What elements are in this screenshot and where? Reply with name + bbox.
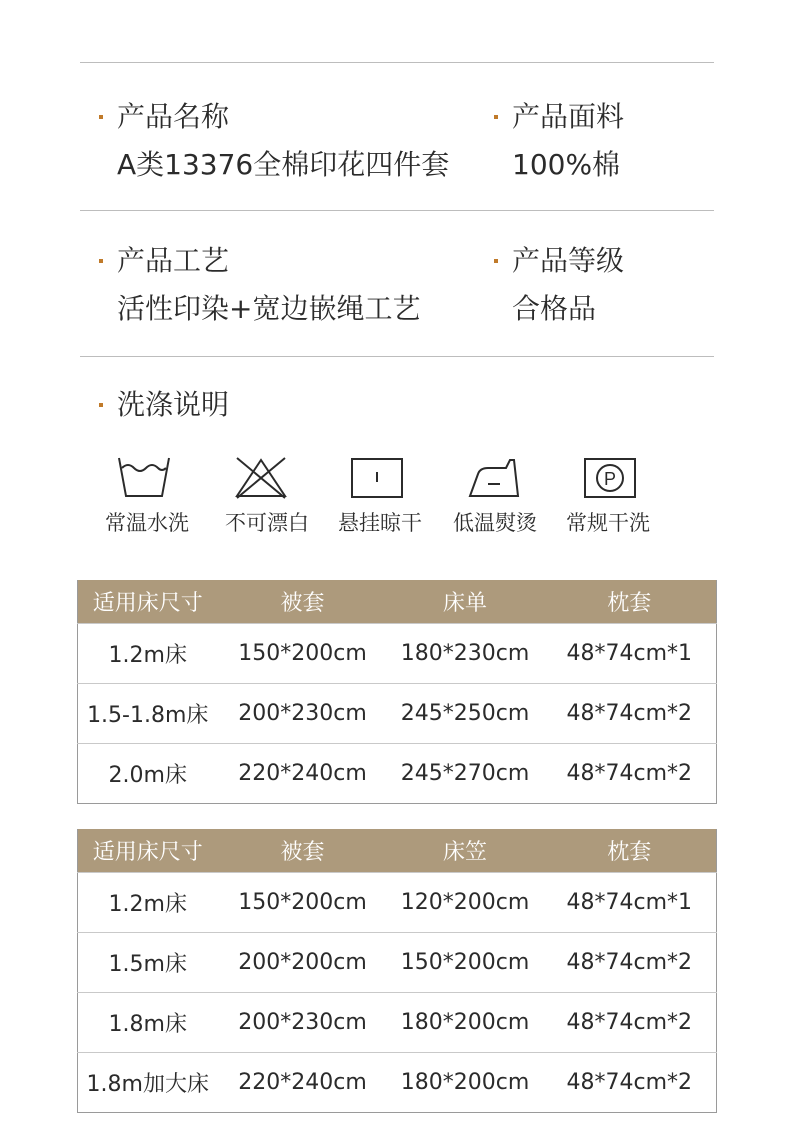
header-pillowcase: 枕套 bbox=[543, 829, 717, 873]
table-row bbox=[78, 684, 717, 744]
divider-1 bbox=[80, 210, 714, 211]
spec-value-craft: 活性印染+宽边嵌绳工艺 bbox=[117, 292, 421, 325]
bullet-icon bbox=[494, 259, 498, 263]
size-table-sheet bbox=[77, 580, 717, 804]
header-bed-size: 适用床尺寸 bbox=[78, 829, 218, 873]
table-row bbox=[78, 744, 717, 804]
cell: 245*270cm bbox=[388, 744, 543, 804]
header-fitted-sheet: 床笠 bbox=[388, 829, 543, 873]
table-row bbox=[78, 624, 717, 684]
spec-value-fabric: 100%棉 bbox=[512, 148, 621, 181]
cell: 150*200cm bbox=[388, 933, 543, 993]
cell: 1.8m床 bbox=[78, 993, 218, 1053]
cell: 48*74cm*1 bbox=[543, 873, 717, 933]
cell: 1.2m床 bbox=[78, 873, 218, 933]
divider-2 bbox=[80, 356, 714, 357]
table-row bbox=[78, 993, 717, 1053]
cell: 48*74cm*2 bbox=[543, 1053, 717, 1113]
dry-clean-p-icon bbox=[582, 456, 638, 500]
spec-label-fabric: 产品面料 bbox=[512, 100, 625, 133]
cell: 200*230cm bbox=[218, 993, 388, 1053]
cell: 220*240cm bbox=[218, 744, 388, 804]
bullet-icon bbox=[494, 115, 498, 119]
table-header-row bbox=[78, 580, 717, 624]
cell: 120*200cm bbox=[388, 873, 543, 933]
bullet-icon bbox=[99, 403, 103, 407]
cell: 180*230cm bbox=[388, 624, 543, 684]
cell: 1.5m床 bbox=[78, 933, 218, 993]
cell: 1.5-1.8m床 bbox=[78, 684, 218, 744]
cell: 48*74cm*2 bbox=[543, 933, 717, 993]
header-bed-size: 适用床尺寸 bbox=[78, 580, 218, 624]
table-row bbox=[78, 933, 717, 993]
line-dry-icon bbox=[349, 456, 405, 500]
spec-value-grade: 合格品 bbox=[512, 292, 597, 325]
header-duvet: 被套 bbox=[218, 829, 388, 873]
spec-label-grade: 产品等级 bbox=[512, 244, 625, 277]
bullet-icon bbox=[99, 259, 103, 263]
bullet-icon bbox=[99, 115, 103, 119]
size-table-fitted bbox=[77, 829, 717, 1113]
header-sheet: 床单 bbox=[388, 580, 543, 624]
care-title: 洗涤说明 bbox=[117, 388, 230, 421]
care-label-iron: 低温熨烫 bbox=[453, 511, 537, 535]
table-row bbox=[78, 1053, 717, 1113]
cell: 180*200cm bbox=[388, 993, 543, 1053]
cell: 220*240cm bbox=[218, 1053, 388, 1113]
cell: 48*74cm*2 bbox=[543, 684, 717, 744]
table-header-row bbox=[78, 829, 717, 873]
wash-tub-icon bbox=[116, 456, 172, 500]
cell: 1.8m加大床 bbox=[78, 1053, 218, 1113]
cell: 1.2m床 bbox=[78, 624, 218, 684]
care-label-no-bleach: 不可漂白 bbox=[225, 511, 309, 535]
iron-low-icon bbox=[466, 456, 522, 500]
cell: 48*74cm*1 bbox=[543, 624, 717, 684]
care-label-line-dry: 悬挂晾干 bbox=[338, 511, 422, 535]
header-duvet: 被套 bbox=[218, 580, 388, 624]
no-bleach-icon bbox=[233, 456, 289, 500]
spec-label-name: 产品名称 bbox=[117, 100, 230, 133]
spec-value-name: A类13376全棉印花四件套 bbox=[117, 148, 450, 181]
cell: 150*200cm bbox=[218, 873, 388, 933]
header-pillowcase: 枕套 bbox=[543, 580, 717, 624]
care-label-dry-clean: 常规干洗 bbox=[566, 511, 650, 535]
cell: 48*74cm*2 bbox=[543, 993, 717, 1053]
table-row bbox=[78, 873, 717, 933]
cell: 48*74cm*2 bbox=[543, 744, 717, 804]
care-label-wash: 常温水洗 bbox=[105, 511, 189, 535]
cell: 2.0m床 bbox=[78, 744, 218, 804]
cell: 245*250cm bbox=[388, 684, 543, 744]
cell: 200*200cm bbox=[218, 933, 388, 993]
spec-label-craft: 产品工艺 bbox=[117, 244, 230, 277]
cell: 200*230cm bbox=[218, 684, 388, 744]
cell: 150*200cm bbox=[218, 624, 388, 684]
divider-top bbox=[80, 62, 714, 63]
cell: 180*200cm bbox=[388, 1053, 543, 1113]
svg-text:P: P bbox=[603, 469, 617, 489]
